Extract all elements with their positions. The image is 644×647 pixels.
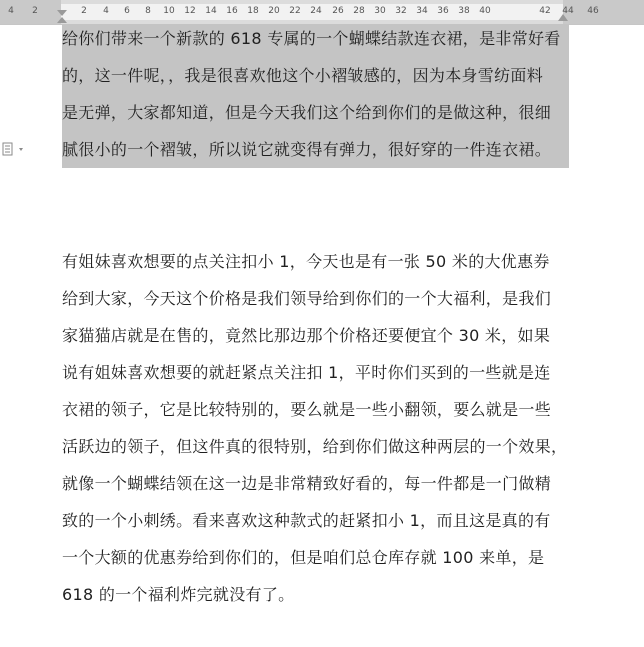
ruler-number: 20 <box>268 6 280 16</box>
ruler-number: 40 <box>479 6 491 16</box>
text-line: 是无弹，大家都知道，但是今天我们这个给到你们的是做这种，很细 <box>62 103 552 122</box>
text-line: 618 的一个福利炸完就没有了。 <box>62 585 295 604</box>
ruler-number: 32 <box>395 6 407 16</box>
ruler-number: 2 <box>81 6 87 16</box>
ruler-number: 2 <box>32 6 38 16</box>
text-line: 有姐妹喜欢想要的点关注扣小 1，今天也是有一张 50 米的大优惠券 <box>62 252 550 271</box>
first-line-indent-marker[interactable] <box>57 10 67 16</box>
text-line: 活跃边的领子，但这件真的很特别，给到你们做这种两层的一个效果， <box>62 437 568 456</box>
text-line: 给你们带来一个新款的 618 专属的一个蝴蝶结款连衣裙，是非常好看 <box>62 29 561 48</box>
ruler-number: 10 <box>163 6 175 16</box>
body-paragraph[interactable] <box>62 243 572 613</box>
ruler-right-margin <box>563 0 644 24</box>
text-line: 就像一个蝴蝶结领在这一边是非常精致好看的，每一件都是一门做精 <box>62 474 552 493</box>
text-line: 的，这一件呢，，我是很喜欢他这个小褶皱感的，因为本身雪纺面料 <box>62 66 544 85</box>
selected-paragraph[interactable] <box>62 20 572 168</box>
ruler-number: 18 <box>247 6 259 16</box>
ruler-number: 14 <box>205 6 217 16</box>
text-line: 一个大额的优惠券给到你们的，但是咱们总仓库存就 100 来单，是 <box>62 548 545 567</box>
ruler-number: 8 <box>145 6 151 16</box>
ruler-number: 22 <box>289 6 301 16</box>
ruler-number: 28 <box>353 6 365 16</box>
ruler-number: 42 <box>539 6 551 16</box>
text-line: 衣裙的领子，它是比较特别的，要么就是一些小翻领，要么就是一些 <box>62 400 552 419</box>
ruler-number: 12 <box>184 6 196 16</box>
ruler-number: 4 <box>103 6 109 16</box>
paste-options-icon[interactable] <box>2 141 24 155</box>
text-line: 家猫猫店就是在售的，竟然比那边那个价格还要便宜个 30 米，如果 <box>62 326 551 345</box>
ruler-number: 26 <box>332 6 344 16</box>
text-line: 说有姐妹喜欢想要的就赶紧点关注扣 1，平时你们买到的一些就是连 <box>62 363 551 382</box>
ruler-number: 38 <box>458 6 470 16</box>
ruler-number: 16 <box>226 6 238 16</box>
text-line: 给到大家，今天这个价格是我们领导给到你们的一个大福利，是我们 <box>62 289 552 308</box>
ruler-number: 34 <box>416 6 428 16</box>
ruler-number: 6 <box>124 6 130 16</box>
text-line: 致的一个小刺绣。看来喜欢这种款式的赶紧扣小 1，而且这是真的有 <box>62 511 551 530</box>
text-line: 腻很小的一个褶皱，所以说它就变得有弹力，很好穿的一件连衣裙。 <box>62 140 552 159</box>
ruler-number: 4 <box>8 6 14 16</box>
ruler-number: 46 <box>587 6 599 16</box>
ruler-number: 44 <box>562 6 574 16</box>
ruler-number: 30 <box>374 6 386 16</box>
ruler-number: 24 <box>310 6 322 16</box>
ruler-number: 36 <box>437 6 449 16</box>
